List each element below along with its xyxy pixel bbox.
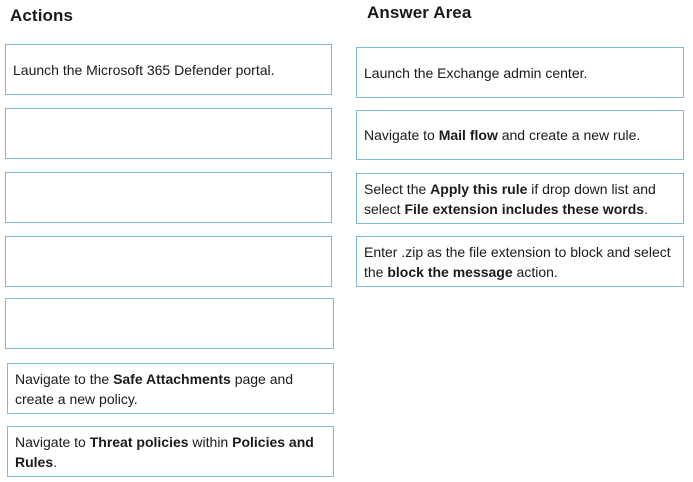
item-text-run: action. [512,263,558,280]
item-text [364,63,587,83]
item-text-bold: Mail flow [438,127,498,143]
action-slot-empty[interactable] [5,172,332,223]
item-text-bold: Safe Attachments [113,370,231,387]
item-text-run: Select the [364,180,431,197]
item-text-run: Navigate to [15,433,90,450]
action-item-threat-policies[interactable] [7,426,334,477]
item-text [364,242,676,282]
answer-area-heading: Answer Area [367,3,472,22]
item-text [364,125,640,145]
item-text-bold: Apply this rule [430,180,528,197]
item-text-run: if drop down list and select [364,180,656,217]
action-item-safe-attachments[interactable] [7,363,334,414]
answer-item-launch-exchange-admin[interactable] [356,47,684,98]
item-text-run: within [188,433,233,450]
action-item-launch-defender-portal[interactable] [5,44,332,95]
item-text-run: Launch the Exchange admin center. [364,64,588,81]
action-slot-empty[interactable] [5,108,332,159]
item-text-run: and create a new rule. [497,127,641,143]
item-text-bold: File extension includes these words [404,200,645,217]
item-text-bold: Policies and Rules [15,433,314,470]
item-text-run: Navigate to [364,127,439,143]
action-slot-empty[interactable] [5,298,334,349]
actions-heading: Actions [10,6,74,25]
answer-item-block-zip-message[interactable] [356,236,684,287]
item-text-run: Navigate to the [15,370,114,387]
item-text [15,432,326,472]
item-text [15,369,326,409]
item-text-run: Launch the Microsoft 365 Defender portal. [13,61,275,78]
item-text-run: page and create a new policy. [15,370,294,407]
item-text-run: Enter .zip as the file extension to block and select the [364,243,671,280]
item-text-run: . [53,453,58,470]
item-text-bold: Threat policies [89,433,189,450]
action-slot-empty[interactable] [5,236,332,287]
item-text [364,179,676,219]
item-text-bold: block the message [387,263,513,280]
answer-item-apply-rule-file-extension[interactable] [356,173,684,224]
answer-item-mail-flow-rule[interactable] [356,110,684,160]
item-text [13,60,275,80]
item-text-run: . [644,200,648,217]
